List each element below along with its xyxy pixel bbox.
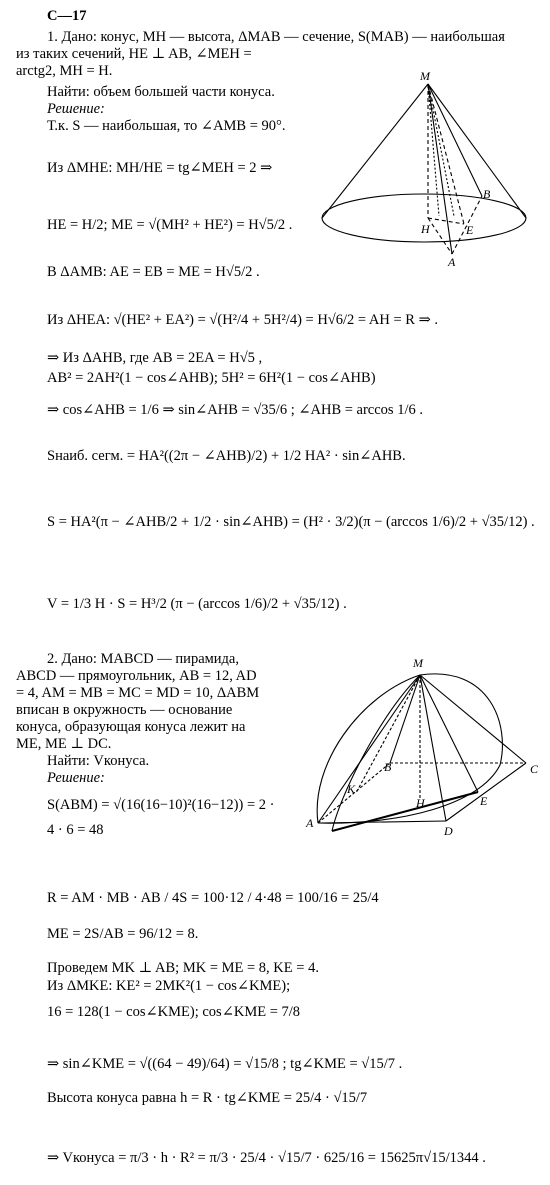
p2-solution-label: Решение:: [47, 770, 105, 786]
fig1-label-h: H: [421, 222, 430, 236]
p1-given-line3: arctg2, MH = H.: [16, 63, 113, 79]
p2-step2: R = AM · MB · AB / 4S = 100·12 / 4·48 = 100/16 = 25/4: [47, 890, 379, 906]
fig1-label-a: A: [448, 255, 456, 269]
p1-step10: S = HA²(π − ∠AHB/2 + 1/2 · sin∠AHB) = (H² · 3/2)(π − (arccos 1/6)/2 + √35/12) .: [47, 514, 535, 530]
p1-step1: Т.к. S — наибольшая, то ∠AMB = 90°.: [47, 118, 286, 134]
fig2-label-c: C: [530, 762, 539, 776]
page-header: С—17: [47, 8, 87, 24]
p2-step6: 16 = 128(1 − cos∠KME); cos∠KME = 7/8: [47, 1004, 301, 1020]
p1-step9: Sнаиб. сегм. = HA²((2π − ∠AHB)/2) + 1/2 HA² · sin∠AHB.: [47, 448, 406, 464]
p2-step3: ME = 2S/AB = 96/12 = 8.: [47, 926, 199, 942]
fig1-label-e: E: [466, 223, 474, 237]
p1-step5: Из ΔHEA: √(HE² + EA²) = √(H²/4 + 5H²/4) = H√6/2 = AH = R ⇒ .: [47, 312, 438, 328]
p1-step6: ⇒ Из ΔAHB, где AB = 2EA = H√5 ,: [47, 350, 263, 366]
fig2-label-e: E: [480, 794, 488, 808]
fig1-label-m: M: [420, 69, 430, 83]
fig2-label-h: H: [416, 796, 425, 810]
p2-step9: ⇒ Vконуса = π/3 · h · R² = π/3 · 25/4 · √15/7 · 625/16 = 15625π√15/1344 .: [47, 1150, 486, 1166]
p2-given-line6: ME, ME ⊥ DC.: [16, 736, 112, 752]
fig1-label-b: B: [483, 187, 491, 201]
p2-find: Найти: Vконуса.: [47, 753, 150, 769]
fig2-label-k: K: [347, 782, 356, 796]
fig2-label-m: M: [413, 656, 423, 670]
p2-step8: Высота конуса равна h = R · tg∠KME = 25/4 · √15/7: [47, 1090, 368, 1106]
p1-step8: ⇒ cos∠AHB = 1/6 ⇒ sin∠AHB = √35/6 ; ∠AHB = arccos 1/6 .: [47, 402, 423, 418]
fig2-label-d: D: [444, 824, 453, 838]
p1-given-line2: из таких сечений, HE ⊥ AB, ∠MEH =: [16, 46, 252, 62]
pyramid-figure: [300, 655, 540, 845]
p2-given-line5: конуса, образующая конуса лежит на: [16, 719, 246, 735]
p2-step5: Из ΔMKE: KE² = 2MK²(1 − cos∠KME);: [47, 978, 291, 994]
p2-given-line3: = 4, AM = MB = MC = MD = 10, ΔABM: [16, 685, 260, 701]
p2-given-line2: ABCD — прямоугольник, AB = 12, AD: [16, 668, 257, 684]
p2-step1: S(ABM) = √(16(16−10)²(16−12)) = 2 ·: [47, 797, 275, 813]
p1-step7: AB² = 2AH²(1 − cos∠AHB); 5H² = 6H²(1 − cos∠AHB): [47, 370, 376, 386]
p1-solution-label: Решение:: [47, 101, 105, 117]
p1-find: Найти: объем большей части конуса.: [47, 84, 275, 100]
p1-step11: V = 1/3 H · S = H³/2 (π − (arccos 1/6)/2 + √35/12) .: [47, 596, 347, 612]
p2-step7: ⇒ sin∠KME = √((64 − 49)/64) = √15/8 ; tg∠KME = √15/7 .: [47, 1056, 403, 1072]
p2-given-line4: вписан в окружность — основание: [16, 702, 233, 718]
p1-given-line1: 1. Дано: конус, MH — высота, ΔMAB — сечение, S(MAB) — наибольшая: [47, 29, 505, 45]
p1-step4: В ΔAMB: AE = EB = ME = H√5/2 .: [47, 264, 260, 280]
fig2-label-b: B: [384, 760, 392, 774]
p2-step4: Проведем MK ⊥ AB; MK = ME = 8, KE = 4.: [47, 960, 319, 976]
p1-step2: Из ΔMHE: MH/HE = tg∠MEH = 2 ⇒: [47, 160, 273, 176]
cone-figure: [324, 66, 544, 269]
p2-step1b: 4 · 6 = 48: [47, 822, 104, 838]
p1-step3: HE = H/2; ME = √(MH² + HE²) = H√5/2 .: [47, 217, 293, 233]
fig2-label-a: A: [306, 816, 314, 830]
p2-given-line1: 2. Дано: MABCD — пирамида,: [47, 651, 239, 667]
